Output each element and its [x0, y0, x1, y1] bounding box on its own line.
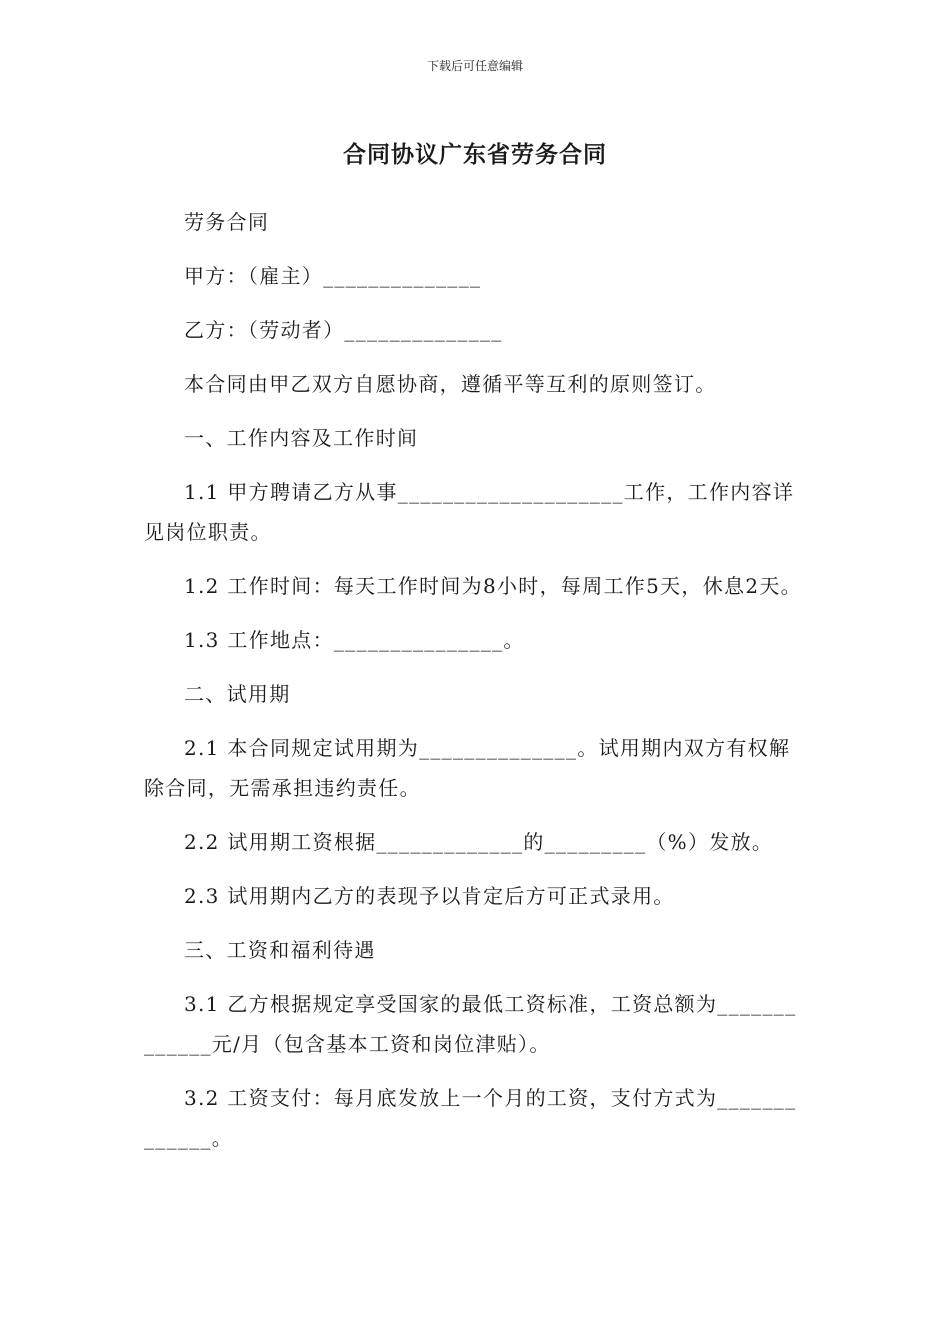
section-2-heading: 二、试用期 — [184, 682, 291, 706]
clause-1-3: 1.3 工作地点：_______________。 — [184, 628, 525, 652]
document-title: 合同协议广东省劳务合同 — [343, 142, 607, 168]
contract-heading: 劳务合同 — [184, 210, 270, 234]
party-a-line: 甲方：（雇主）______________ — [184, 264, 482, 288]
clause-3-2: 3.2 工资支付：每月底发放上一个月的工资，支付方式为_____________。 — [144, 1086, 797, 1150]
document-body — [144, 202, 806, 1172]
clause-3-1: 3.1 乙方根据规定享受国家的最低工资标准，工资总额为_____________元/月（包含基本工资和岗位津贴）。 — [144, 992, 797, 1056]
clause-2-2: 2.2 试用期工资根据_____________的_________（%）发放。 — [184, 830, 774, 854]
clause-2-3: 2.3 试用期内乙方的表现予以肯定后方可正式录用。 — [184, 884, 675, 908]
preamble: 本合同由甲乙双方自愿协商，遵循平等互利的原则签订。 — [184, 372, 717, 396]
clause-2-1: 2.1 本合同规定试用期为______________。试用期内双方有权解除合同，无需承担违约责任。 — [144, 736, 791, 800]
section-1-heading: 一、工作内容及工作时间 — [184, 426, 419, 450]
header-note: 下载后可任意编辑 — [426, 59, 523, 73]
clause-1-1: 1.1 甲方聘请乙方从事____________________工作，工作内容详见岗位职责。 — [144, 480, 795, 544]
section-3-heading: 三、工资和福利待遇 — [184, 938, 376, 962]
clause-1-2: 1.2 工作时间：每天工作时间为8小时，每周工作5天，休息2天。 — [184, 574, 802, 598]
party-b-line: 乙方：（劳动者）______________ — [184, 318, 503, 342]
